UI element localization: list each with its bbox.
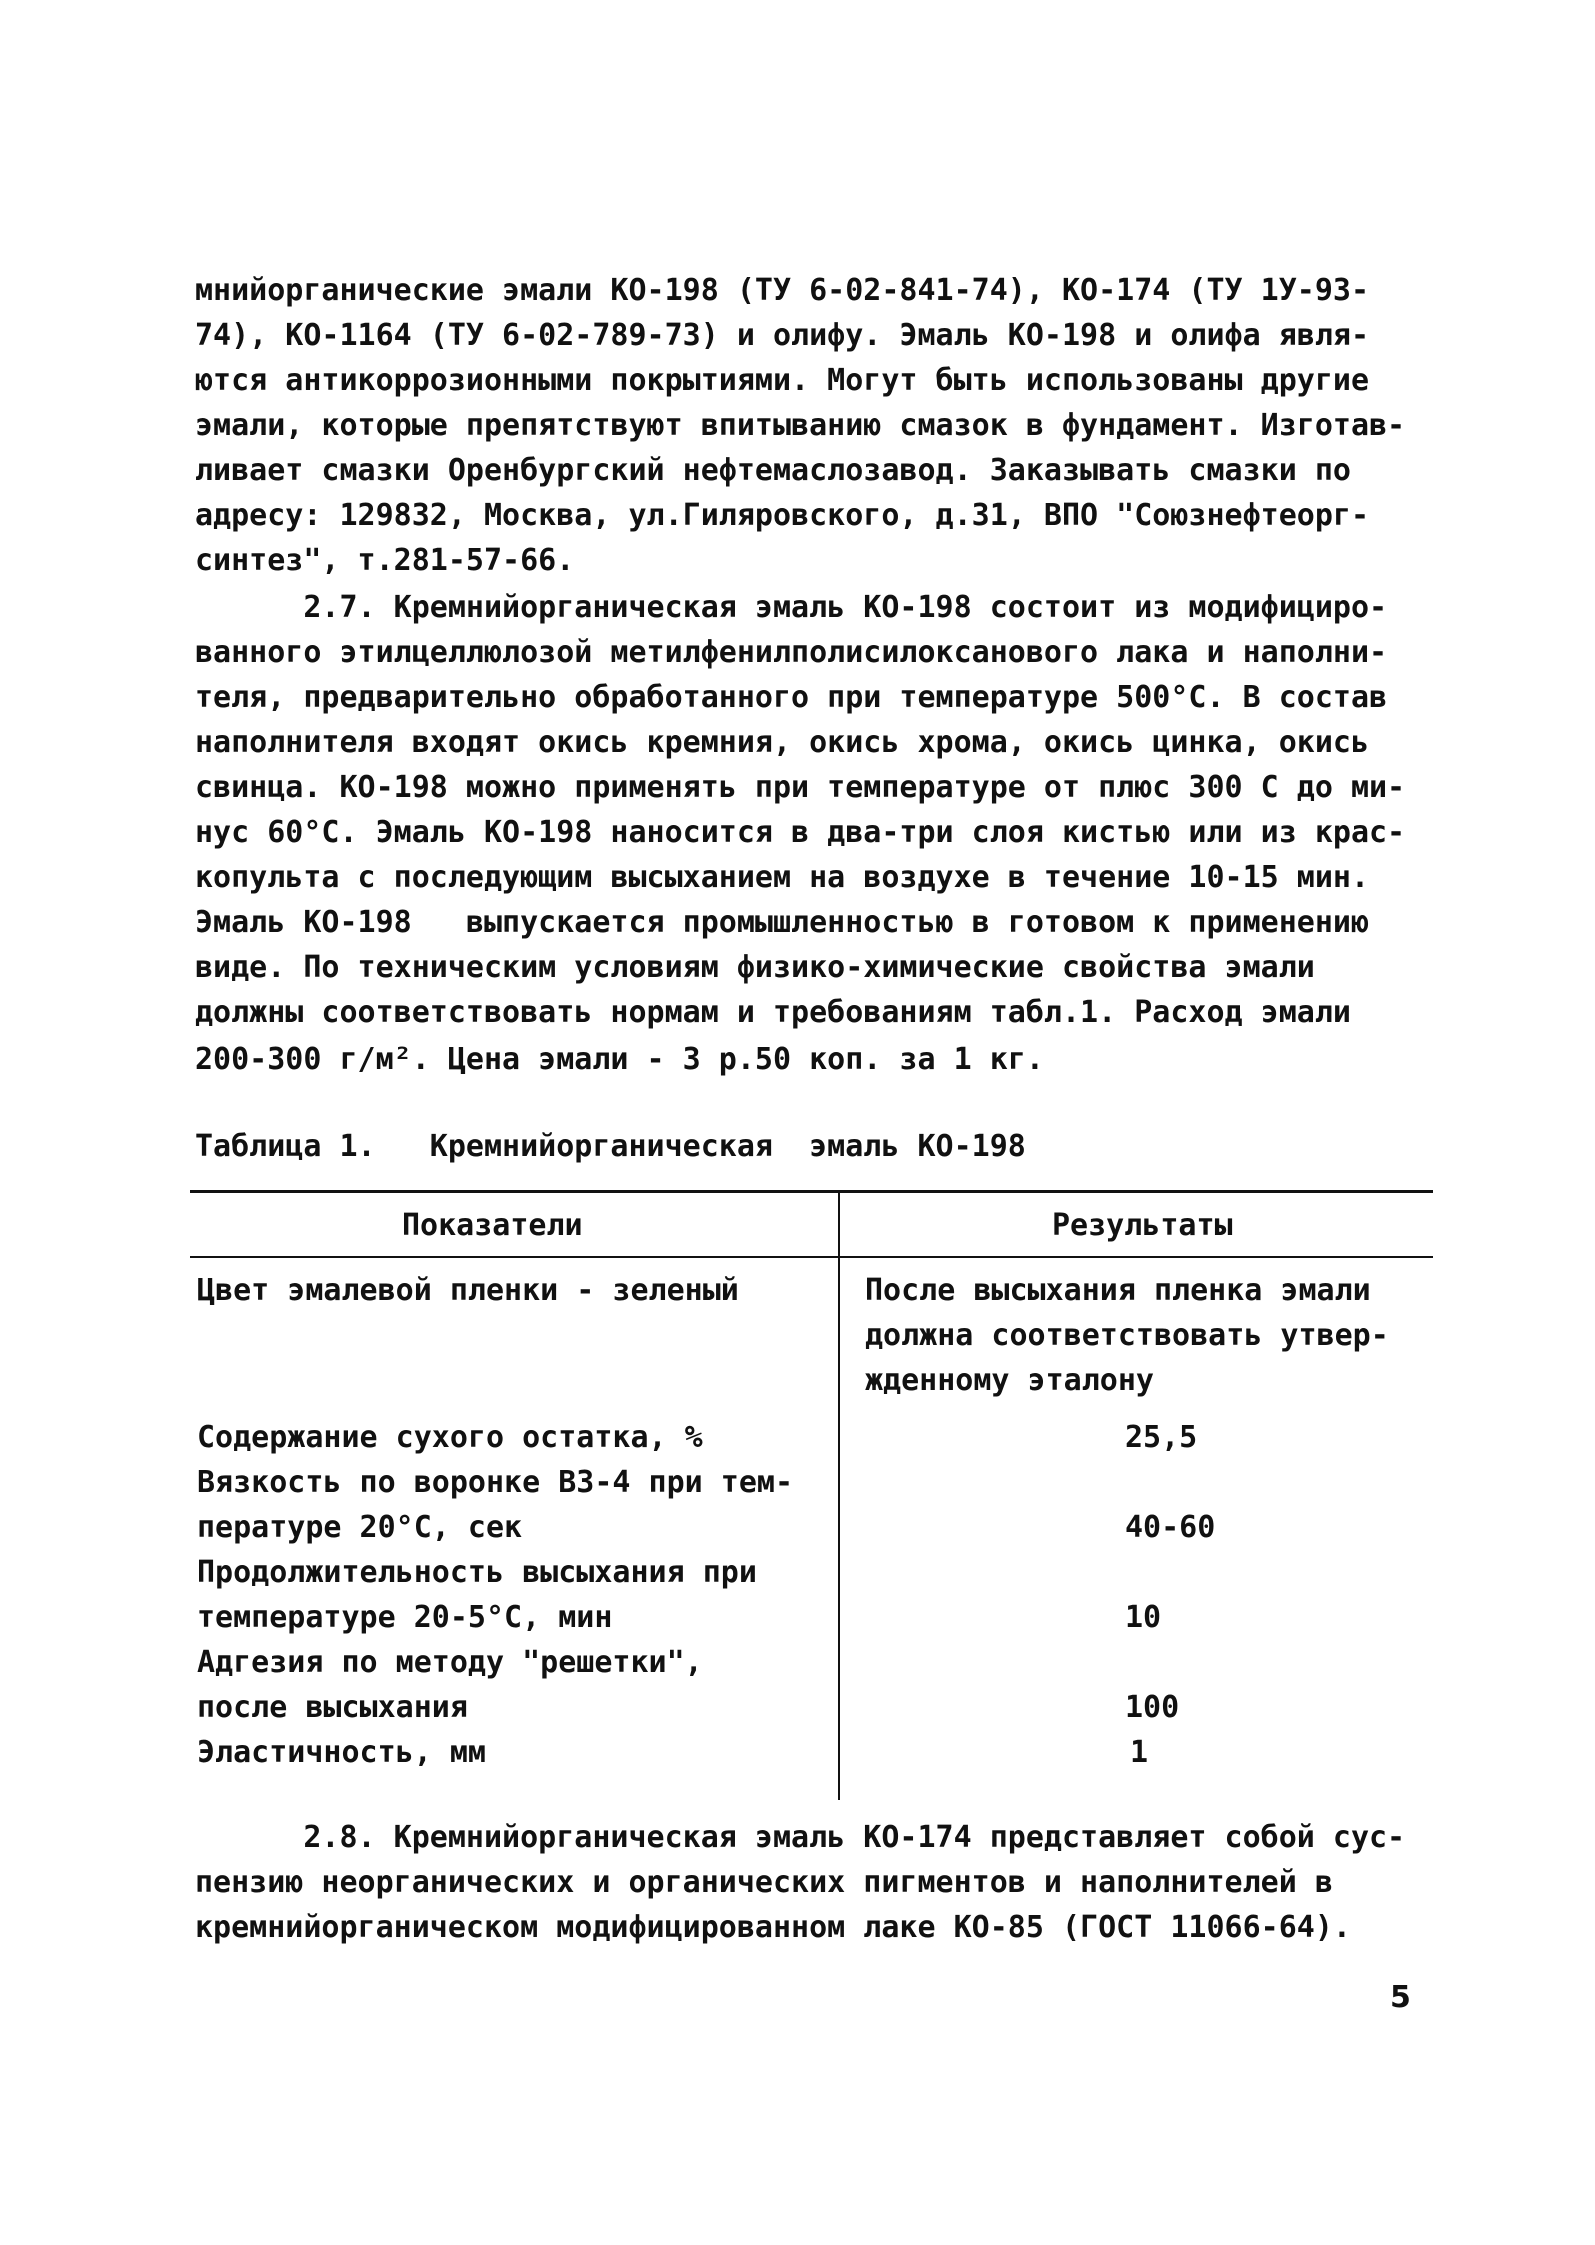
paragraph-3-line: кремнийорганическом модифицированном лаке КО-85 (ГОСТ 11066-64). xyxy=(195,1910,1351,1945)
paragraph-2-line: свинца. КО-198 можно применять при температуре от плюс 300 С до ми- xyxy=(195,770,1406,805)
paragraph-1-line: синтез", т.281-57-66. xyxy=(195,543,575,578)
paragraph-2-line: 200-300 г/м². Цена эмали - 3 р.50 коп. за 1 кг. xyxy=(195,1042,1044,1077)
paragraph-1-line: эмали, которые препятствуют впитыванию смазок в фундамент. Изготав- xyxy=(195,408,1406,443)
table-cell-result: После высыхания пленка эмали xyxy=(865,1273,1371,1308)
table-cell-indicator: Вязкость по воронке ВЗ-4 при тем- xyxy=(197,1465,794,1500)
table-cell-indicator: Продолжительность высыхания при xyxy=(197,1555,757,1590)
table-header-rule xyxy=(190,1256,1433,1258)
paragraph-2-line: теля, предварительно обработанного при температуре 500°С. В состав xyxy=(195,680,1388,715)
paragraph-2-line: виде. По техническим условиям физико-химические свойства эмали xyxy=(195,950,1315,985)
table-cell-result: 100 xyxy=(1125,1690,1180,1725)
table-cell-result: 10 xyxy=(1125,1600,1162,1635)
table-caption: Таблица 1. Кремнийорганическая эмаль КО-198 xyxy=(195,1129,1026,1164)
paragraph-2-line: нус 60°С. Эмаль КО-198 наносится в два-три слоя кистью или из крас- xyxy=(195,815,1406,850)
table-cell-indicator: после высыхания xyxy=(197,1690,468,1725)
page-number: 5 xyxy=(1390,1980,1411,2015)
table-cell-indicator: Цвет эмалевой пленки - зеленый xyxy=(197,1273,739,1308)
table-cell-result: 25,5 xyxy=(1125,1420,1198,1455)
paragraph-2-line: ванного этилцеллюлозой метилфенилполисилоксанового лака и наполни- xyxy=(195,635,1388,670)
table-header-results: Результаты xyxy=(1052,1208,1233,1243)
paragraph-3-line: 2.8. Кремнийорганическая эмаль КО-174 представляет собой сус- xyxy=(195,1820,1406,1855)
table-cell-result: должна соответствовать утвер- xyxy=(865,1318,1389,1353)
paragraph-2-line: копульта с последующим высыханием на воздухе в течение 10-15 мин. xyxy=(195,860,1369,895)
table-column-divider xyxy=(838,1190,840,1800)
table-top-rule xyxy=(190,1190,1433,1193)
table-cell-indicator: Адгезия по методу "решетки", xyxy=(197,1645,703,1680)
paragraph-2-line: наполнителя входят окись кремния, окись хрома, окись цинка, окись xyxy=(195,725,1369,760)
table-cell-result: жденному эталону xyxy=(865,1363,1154,1398)
paragraph-2-line: Эмаль КО-198 выпускается промышленностью в готовом к применению xyxy=(195,905,1369,940)
paragraph-1-line: мнийорганические эмали КО-198 (ТУ 6-02-841-74), КО-174 (ТУ 1У-93- xyxy=(195,273,1369,308)
table-cell-indicator: Эластичность, мм xyxy=(197,1735,486,1770)
paragraph-1-line: адресу: 129832, Москва, ул.Гиляровского, д.31, ВПО "Союзнефтеорг- xyxy=(195,498,1369,533)
paragraph-1-line: 74), КО-1164 (ТУ 6-02-789-73) и олифу. Эмаль КО-198 и олифа явля- xyxy=(195,318,1369,353)
table-cell-indicator: пературе 20°С, сек xyxy=(197,1510,523,1545)
paragraph-1-line: ливает смазки Оренбургский нефтемаслозавод. Заказывать смазки по xyxy=(195,453,1351,488)
table-cell-indicator: Содержание сухого остатка, % xyxy=(197,1420,703,1455)
table-cell-result: 1 xyxy=(1130,1735,1149,1770)
table-header-indicators: Показатели xyxy=(402,1208,583,1243)
paragraph-2-line: 2.7. Кремнийорганическая эмаль КО-198 состоит из модифициро- xyxy=(195,590,1388,625)
table-cell-indicator: температуре 20-5°С, мин xyxy=(197,1600,613,1635)
paragraph-3-line: пензию неорганических и органических пигментов и наполнителей в xyxy=(195,1865,1333,1900)
paragraph-1-line: ются антикоррозионными покрытиями. Могут быть использованы другие xyxy=(195,363,1369,398)
paragraph-2-line: должны соответствовать нормам и требованиям табл.1. Расход эмали xyxy=(195,995,1351,1030)
table-cell-result: 40-60 xyxy=(1125,1510,1216,1545)
